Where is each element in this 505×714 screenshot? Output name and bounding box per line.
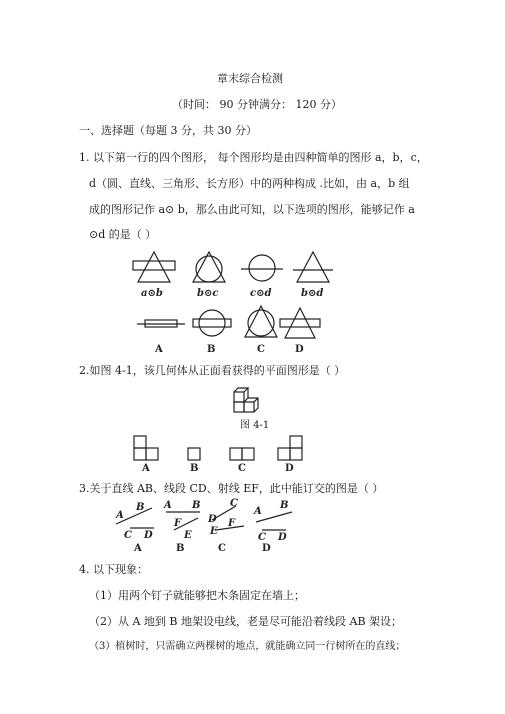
q1-option-figures (135, 302, 335, 354)
q3-option-c: C (218, 543, 226, 552)
q1-top-figures (125, 248, 335, 300)
svg-text:B: B (136, 502, 145, 513)
q1-line-1: 1. 以下第一行的四个图形， 每个图形均是由四种简单的图形 a，b，c， (79, 151, 428, 164)
q2-option-c-figure (230, 448, 254, 460)
q3-option-b: B (176, 543, 185, 552)
svg-text:C: C (124, 530, 132, 541)
q3-option-a: A (134, 543, 142, 552)
figure-b-circ-c (193, 252, 225, 282)
svg-text:C: C (258, 532, 266, 543)
option-b-figure (193, 310, 231, 336)
q3-option-a-figure (115, 502, 154, 541)
q3-option-figures (112, 496, 302, 552)
q1-line-3: 成的图形记作 a⊙ b，那么由此可知，以下选项的图形，能够记作 a (89, 203, 415, 216)
svg-text:A: A (164, 500, 172, 511)
svg-text:D: D (208, 514, 217, 525)
svg-text:E: E (210, 526, 218, 537)
option-c-figure (245, 306, 277, 337)
q1-line-4: ⊙d 的是（ ） (89, 228, 157, 241)
option-a-figure (137, 320, 185, 327)
q2-solid-figure (230, 384, 270, 416)
q1-option-c: C (257, 344, 265, 354)
top-label-4: b⊙d (301, 288, 324, 299)
svg-text:A: A (116, 510, 124, 521)
q2-option-a: A (142, 463, 150, 472)
svg-text:D: D (278, 532, 287, 543)
q2-option-b-figure (188, 448, 200, 460)
svg-text:F: F (174, 518, 182, 529)
figure-a-circ-b (133, 252, 175, 282)
svg-text:D: D (144, 530, 153, 541)
q2-option-d: D (285, 463, 294, 472)
svg-text:B: B (280, 500, 289, 511)
svg-text:C: C (230, 498, 238, 509)
svg-text:E: E (184, 530, 192, 541)
q2-option-c: C (238, 463, 246, 472)
svg-text:A: A (254, 506, 262, 517)
page-subtitle: （时间： 90 分钟满分： 120 分） (172, 98, 342, 111)
svg-text:F: F (228, 518, 236, 529)
figure-b-circ-d (293, 252, 333, 282)
q1-option-d: D (295, 344, 304, 354)
section-heading: 一、选择题（每题 3 分，共 30 分） (79, 124, 257, 137)
option-d-figure (280, 308, 320, 338)
q2-figure-caption: 图 4-1 (240, 420, 270, 431)
figure-c-circ-d (241, 255, 283, 281)
q2-option-b: B (190, 463, 199, 472)
q1-option-a: A (155, 344, 163, 354)
q2-text: 2.如图 4-1，该几何体从正面看获得的平面图形是（ ） (79, 364, 346, 377)
q4-text: 4. 以下现象： (79, 563, 148, 576)
q1-line-2: d（圆、直线、三角形、长方形）中的两种构成 .比如，由 a，b 组 (89, 177, 410, 190)
top-label-1: a⊙b (141, 288, 163, 299)
q4-item-3: （3）植树时，只需确立两棵树的地点，就能确立同一行树所在的直线； (89, 641, 406, 652)
q4-item-2: （2）从 A 地到 B 地架设电线，老是尽可能沿着线段 AB 架设； (89, 615, 403, 628)
q3-option-b-figure (163, 500, 200, 541)
q3-option-c-figure (207, 498, 244, 537)
q3-option-d-figure (253, 500, 292, 543)
q2-option-figures (130, 430, 320, 472)
svg-text:B: B (192, 500, 201, 511)
q3-option-d: D (262, 543, 271, 552)
q4-item-1: （1）用两个钉子就能够把木条固定在墙上； (89, 589, 305, 602)
q3-text: 3.关于直线 AB、线段 CD、射线 EF，此中能订交的图是（ ） (79, 482, 384, 495)
q2-option-d-figure (278, 436, 302, 460)
page-title: 章末综合检测 (217, 72, 283, 85)
q2-option-a-figure (134, 436, 158, 460)
q1-option-b: B (207, 344, 216, 354)
top-label-2: b⊙c (197, 288, 219, 299)
top-label-3: c⊙d (250, 288, 272, 299)
